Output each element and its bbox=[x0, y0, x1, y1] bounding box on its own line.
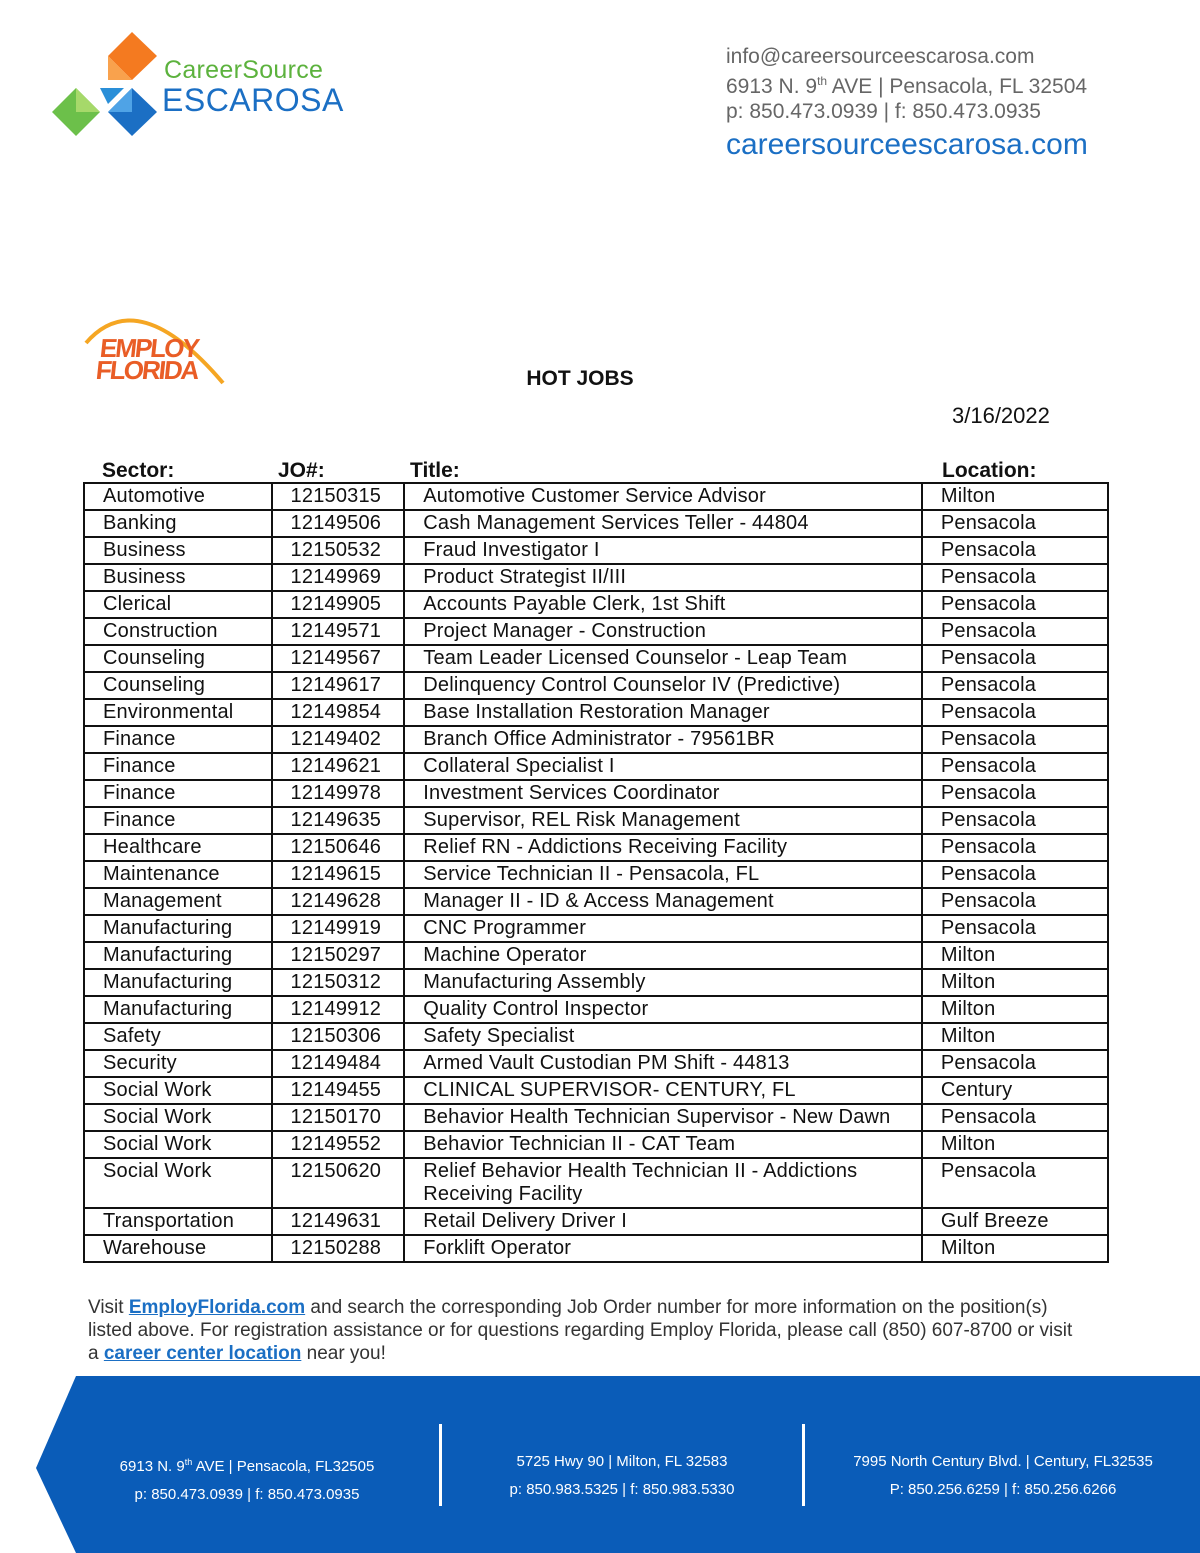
cell-title: Project Manager - Construction bbox=[404, 618, 922, 645]
cell-sector: Social Work bbox=[84, 1131, 272, 1158]
cell-jo-number: 12149484 bbox=[272, 1050, 405, 1077]
cell-location: Pensacola bbox=[922, 888, 1108, 915]
table-row bbox=[84, 672, 1108, 699]
cell-sector: Environmental bbox=[84, 699, 272, 726]
table-row bbox=[84, 1023, 1108, 1050]
visit-prefix: Visit bbox=[88, 1297, 129, 1318]
cell-jo-number: 12149552 bbox=[272, 1131, 405, 1158]
cell-jo-number: 12149854 bbox=[272, 699, 405, 726]
cell-location: Pensacola bbox=[922, 780, 1108, 807]
cell-location: Pensacola bbox=[922, 915, 1108, 942]
footer-col2-address: 5725 Hwy 90 | Milton, FL 32583 bbox=[516, 1453, 728, 1470]
visit-suffix: near you! bbox=[301, 1343, 386, 1364]
cell-jo-number: 12149905 bbox=[272, 591, 405, 618]
header-jo-number: JO#: bbox=[278, 459, 325, 482]
cell-location: Pensacola bbox=[922, 591, 1108, 618]
footer-divider bbox=[439, 1424, 442, 1506]
cell-title: Safety Specialist bbox=[404, 1023, 922, 1050]
footer-col1-phone: p: 850.473.0939 | f: 850.473.0935 bbox=[134, 1486, 360, 1503]
cell-sector: Manufacturing bbox=[84, 969, 272, 996]
logo-text-careersource: CareerSource bbox=[164, 56, 324, 84]
logo-text-escarosa: ESCAROSA bbox=[162, 82, 344, 118]
cell-location: Pensacola bbox=[922, 510, 1108, 537]
employ-logo-line2: FLORIDA bbox=[94, 355, 200, 385]
cell-jo-number: 12149635 bbox=[272, 807, 405, 834]
cell-location: Pensacola bbox=[922, 807, 1108, 834]
cell-jo-number: 12149567 bbox=[272, 645, 405, 672]
cell-location: Pensacola bbox=[922, 645, 1108, 672]
cell-sector: Manufacturing bbox=[84, 942, 272, 969]
cell-location: Pensacola bbox=[922, 726, 1108, 753]
cell-location: Pensacola bbox=[922, 861, 1108, 888]
table-row bbox=[84, 915, 1108, 942]
cell-title: CLINICAL SUPERVISOR- CENTURY, FL bbox=[404, 1077, 922, 1104]
cell-location: Pensacola bbox=[922, 618, 1108, 645]
cell-title: Base Installation Restoration Manager bbox=[404, 699, 922, 726]
cell-title: Cash Management Services Teller - 44804 bbox=[404, 510, 922, 537]
table-row bbox=[84, 807, 1108, 834]
cell-location: Pensacola bbox=[922, 672, 1108, 699]
cell-location: Milton bbox=[922, 942, 1108, 969]
cell-title: Fraud Investigator I bbox=[404, 537, 922, 564]
cell-jo-number: 12149402 bbox=[272, 726, 405, 753]
cell-location: Milton bbox=[922, 1131, 1108, 1158]
cell-sector: Manufacturing bbox=[84, 996, 272, 1023]
footer-col1-address bbox=[96, 1448, 398, 1481]
cell-title: Behavior Technician II - CAT Team bbox=[404, 1131, 922, 1158]
cell-jo-number: 12149969 bbox=[272, 564, 405, 591]
hot-jobs-table bbox=[83, 482, 1109, 1263]
cell-jo-number: 12149621 bbox=[272, 753, 405, 780]
cell-jo-number: 12149506 bbox=[272, 510, 405, 537]
cell-jo-number: 12149631 bbox=[272, 1208, 405, 1235]
cell-title: Collateral Specialist I bbox=[404, 753, 922, 780]
cell-sector: Automotive bbox=[84, 483, 272, 510]
cell-sector: Manufacturing bbox=[84, 915, 272, 942]
cell-jo-number: 12150315 bbox=[272, 483, 405, 510]
table-row bbox=[84, 483, 1108, 510]
cell-location: Gulf Breeze bbox=[922, 1208, 1108, 1235]
cell-jo-number: 12149628 bbox=[272, 888, 405, 915]
cell-sector: Transportation bbox=[84, 1208, 272, 1235]
cell-sector: Clerical bbox=[84, 591, 272, 618]
cell-jo-number: 12149617 bbox=[272, 672, 405, 699]
table-row bbox=[84, 1077, 1108, 1104]
employflorida-link[interactable]: EmployFlorida.com bbox=[128, 1297, 306, 1318]
footer-col3-phone: P: 850.256.6259 | f: 850.256.6266 bbox=[889, 1481, 1117, 1498]
cell-title: Quality Control Inspector bbox=[404, 996, 922, 1023]
cell-jo-number: 12150306 bbox=[272, 1023, 405, 1050]
careersource-logo[interactable] bbox=[50, 30, 350, 142]
cell-title: Automotive Customer Service Advisor bbox=[404, 483, 922, 510]
table-row bbox=[84, 1235, 1108, 1262]
table-row bbox=[84, 834, 1108, 861]
table-row bbox=[84, 753, 1108, 780]
footer-col3-address: 7995 North Century Blvd. | Century, FL32535 bbox=[853, 1453, 1153, 1470]
table-row bbox=[84, 591, 1108, 618]
cell-location: Milton bbox=[922, 969, 1108, 996]
cell-sector: Healthcare bbox=[84, 834, 272, 861]
table-row bbox=[84, 1050, 1108, 1077]
table-row bbox=[84, 645, 1108, 672]
cell-jo-number: 12149455 bbox=[272, 1077, 405, 1104]
cell-location: Pensacola bbox=[922, 564, 1108, 591]
cell-sector: Social Work bbox=[84, 1077, 272, 1104]
footer-col2-phone: p: 850.983.5325 | f: 850.983.5330 bbox=[509, 1481, 735, 1498]
table-row bbox=[84, 564, 1108, 591]
cell-jo-number: 12149571 bbox=[272, 618, 405, 645]
cell-sector: Finance bbox=[84, 807, 272, 834]
cell-location: Milton bbox=[922, 1235, 1108, 1262]
cell-location: Pensacola bbox=[922, 1050, 1108, 1077]
cell-location: Milton bbox=[922, 1023, 1108, 1050]
cell-title: Relief RN - Addictions Receiving Facility bbox=[404, 834, 922, 861]
cell-jo-number: 12150620 bbox=[272, 1158, 405, 1208]
cell-jo-number: 12150297 bbox=[272, 942, 405, 969]
table-row bbox=[84, 1158, 1108, 1208]
cell-title: Machine Operator bbox=[404, 942, 922, 969]
footer-divider bbox=[802, 1424, 805, 1506]
visit-middle: and search the corresponding Job Order number for more information on the position(s) listed above. For registration assistance or for questions regarding Employ Florida, please call (850) 607-8700 or visit a bbox=[88, 1297, 1073, 1364]
cell-location: Century bbox=[922, 1077, 1108, 1104]
cell-location: Pensacola bbox=[922, 1104, 1108, 1131]
header-location: Location: bbox=[942, 459, 1037, 482]
cell-sector: Banking bbox=[84, 510, 272, 537]
contact-block bbox=[726, 44, 1088, 162]
footer-office-milton bbox=[476, 1448, 768, 1504]
cell-title: Manager II - ID & Access Management bbox=[404, 888, 922, 915]
table-row bbox=[84, 1104, 1108, 1131]
cell-location: Pensacola bbox=[922, 753, 1108, 780]
table-row bbox=[84, 537, 1108, 564]
cell-title: Team Leader Licensed Counselor - Leap Team bbox=[404, 645, 922, 672]
cell-location: Pensacola bbox=[922, 834, 1108, 861]
cell-title: Branch Office Administrator - 79561BR bbox=[404, 726, 922, 753]
cell-location: Pensacola bbox=[922, 537, 1108, 564]
contact-address bbox=[726, 69, 1088, 99]
table-row bbox=[84, 969, 1108, 996]
logo-diamonds-icon bbox=[50, 30, 162, 142]
cell-title: Accounts Payable Clerk, 1st Shift bbox=[404, 591, 922, 618]
header-sector: Sector: bbox=[102, 459, 175, 482]
page-title: HOT JOBS bbox=[526, 367, 634, 390]
footer bbox=[0, 1376, 1200, 1553]
table-row bbox=[84, 1208, 1108, 1235]
cell-title: Manufacturing Assembly bbox=[404, 969, 922, 996]
cell-sector: Finance bbox=[84, 726, 272, 753]
footer-col1-address-post: AVE | Pensacola, FL32505 bbox=[192, 1458, 375, 1475]
cell-jo-number: 12150532 bbox=[272, 537, 405, 564]
cell-sector: Management bbox=[84, 888, 272, 915]
cell-sector: Security bbox=[84, 1050, 272, 1077]
cell-sector: Maintenance bbox=[84, 861, 272, 888]
cell-location: Pensacola bbox=[922, 1158, 1108, 1208]
cell-jo-number: 12149919 bbox=[272, 915, 405, 942]
cell-sector: Business bbox=[84, 564, 272, 591]
cell-title: Delinquency Control Counselor IV (Predictive) bbox=[404, 672, 922, 699]
cell-title: Forklift Operator bbox=[404, 1235, 922, 1262]
cell-title: CNC Programmer bbox=[404, 915, 922, 942]
employ-logo-line1: EMPLOY bbox=[98, 333, 200, 363]
cell-sector: Warehouse bbox=[84, 1235, 272, 1262]
cell-sector: Construction bbox=[84, 618, 272, 645]
document-date: 3/16/2022 bbox=[952, 403, 1050, 428]
cell-location: Milton bbox=[922, 483, 1108, 510]
table-row bbox=[84, 942, 1108, 969]
cell-jo-number: 12150288 bbox=[272, 1235, 405, 1262]
contact-phones: p: 850.473.0939 | f: 850.473.0935 bbox=[726, 100, 1041, 123]
cell-jo-number: 12150646 bbox=[272, 834, 405, 861]
cell-jo-number: 12149912 bbox=[272, 996, 405, 1023]
cell-sector: Counseling bbox=[84, 672, 272, 699]
cell-title: Service Technician II - Pensacola, FL bbox=[404, 861, 922, 888]
cell-jo-number: 12150170 bbox=[272, 1104, 405, 1131]
cell-title: Product Strategist II/III bbox=[404, 564, 922, 591]
contact-address-sup: th bbox=[817, 74, 828, 88]
cell-jo-number: 12149978 bbox=[272, 780, 405, 807]
cell-title: Behavior Health Technician Supervisor - New Dawn bbox=[404, 1104, 922, 1131]
cell-jo-number: 12149615 bbox=[272, 861, 405, 888]
footer-office-century bbox=[832, 1448, 1174, 1504]
contact-address-post: AVE | Pensacola, FL 32504 bbox=[827, 75, 1088, 98]
table-row bbox=[84, 996, 1108, 1023]
table-row bbox=[84, 780, 1108, 807]
table-row bbox=[84, 1131, 1108, 1158]
cell-title: Armed Vault Custodian PM Shift - 44813 bbox=[404, 1050, 922, 1077]
cell-sector: Safety bbox=[84, 1023, 272, 1050]
cell-jo-number: 12150312 bbox=[272, 969, 405, 996]
cell-title: Relief Behavior Health Technician II - Addictions Receiving Facility bbox=[404, 1158, 922, 1208]
table-row bbox=[84, 618, 1108, 645]
table-row bbox=[84, 510, 1108, 537]
cell-location: Milton bbox=[922, 996, 1108, 1023]
table-row bbox=[84, 861, 1108, 888]
cell-title: Supervisor, REL Risk Management bbox=[404, 807, 922, 834]
cell-sector: Finance bbox=[84, 753, 272, 780]
header-title: Title: bbox=[410, 459, 460, 482]
website-link[interactable]: careersourceescarosa.com bbox=[726, 128, 1088, 161]
cell-title: Investment Services Coordinator bbox=[404, 780, 922, 807]
visit-note bbox=[88, 1296, 1078, 1365]
cell-title: Retail Delivery Driver I bbox=[404, 1208, 922, 1235]
cell-sector: Social Work bbox=[84, 1104, 272, 1131]
table-row bbox=[84, 726, 1108, 753]
cell-sector: Social Work bbox=[84, 1158, 272, 1208]
career-center-link[interactable]: career center location bbox=[103, 1343, 302, 1364]
footer-col1-address-pre: 6913 N. 9 bbox=[119, 1458, 185, 1475]
cell-sector: Business bbox=[84, 537, 272, 564]
contact-address-pre: 6913 N. 9 bbox=[726, 75, 818, 98]
table-row bbox=[84, 699, 1108, 726]
cell-location: Pensacola bbox=[922, 699, 1108, 726]
footer-office-pensacola bbox=[96, 1448, 398, 1509]
cell-sector: Counseling bbox=[84, 645, 272, 672]
footer-col1-address-sup: th bbox=[184, 1457, 193, 1467]
cell-sector: Finance bbox=[84, 780, 272, 807]
contact-email[interactable]: info@careersourceescarosa.com bbox=[726, 45, 1035, 68]
table-row bbox=[84, 888, 1108, 915]
